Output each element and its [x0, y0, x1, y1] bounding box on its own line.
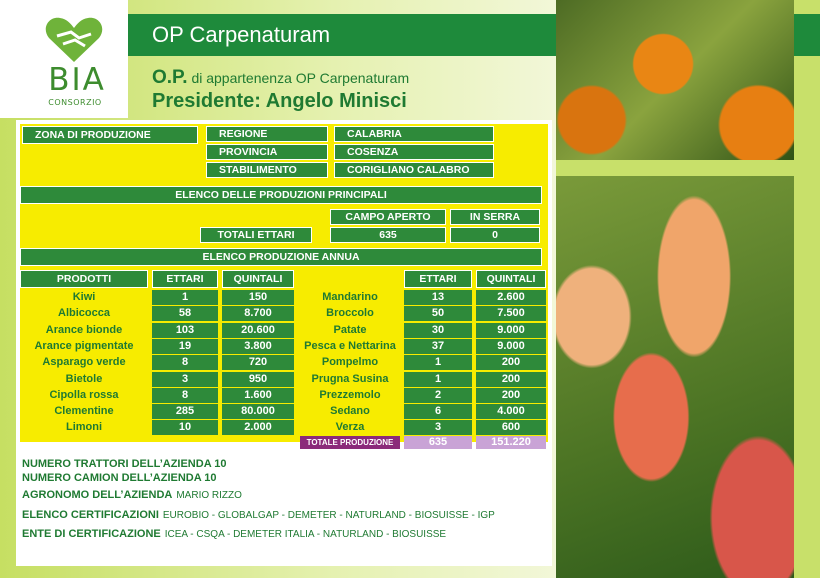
- product-ettari: 1: [404, 372, 472, 387]
- agronomo-label: AGRONOMO DELL’AZIENDA: [22, 489, 173, 501]
- product-quintali: 950: [222, 372, 294, 387]
- product-name: Patate: [300, 323, 400, 338]
- product-ettari: 285: [152, 404, 218, 419]
- product-quintali: 9.000: [476, 323, 546, 338]
- product-quintali: 8.700: [222, 306, 294, 321]
- product-ettari: 19: [152, 339, 218, 354]
- product-quintali: 2.600: [476, 290, 546, 305]
- product-name: Prezzemolo: [300, 388, 400, 403]
- col-prodotti: PRODOTTI: [20, 270, 148, 288]
- product-ettari: 6: [404, 404, 472, 419]
- product-name: Sedano: [300, 404, 400, 419]
- col-ettari-left: ETTARI: [152, 270, 218, 288]
- product-quintali: 200: [476, 388, 546, 403]
- product-ettari: 2: [404, 388, 472, 403]
- regione-label: REGIONE: [206, 126, 328, 142]
- page-title: OP Carpenaturam: [152, 22, 331, 47]
- product-name: Asparago verde: [20, 355, 148, 370]
- annua-title: ELENCO PRODUZIONE ANNUA: [20, 248, 542, 266]
- product-quintali: 720: [222, 355, 294, 370]
- product-name: Arance bionde: [20, 323, 148, 338]
- in-serra-header: IN SERRA: [450, 209, 540, 225]
- stabilimento-value: CORIGLIANO CALABRO: [334, 162, 494, 178]
- product-quintali: 200: [476, 355, 546, 370]
- handshake-heart-icon: [45, 14, 103, 64]
- col-quintali-right: QUINTALI: [476, 270, 546, 288]
- product-name: Limoni: [20, 420, 148, 435]
- product-name: Arance pigmentate: [20, 339, 148, 354]
- product-name: Cipolla rossa: [20, 388, 148, 403]
- product-quintali: 7.500: [476, 306, 546, 321]
- product-quintali: 1.600: [222, 388, 294, 403]
- product-name: Clementine: [20, 404, 148, 419]
- trattori-info: NUMERO TRATTORI DELL’AZIENDA 10: [22, 458, 227, 470]
- agronomo-value: MARIO RIZZO: [176, 490, 242, 501]
- totali-ettari-label: TOTALI ETTARI: [200, 227, 312, 243]
- product-name: Pompelmo: [300, 355, 400, 370]
- certificazioni-info: [22, 509, 495, 521]
- product-ettari: 50: [404, 306, 472, 321]
- principali-title: ELENCO DELLE PRODUZIONI PRINCIPALI: [20, 186, 542, 204]
- product-quintali: 20.600: [222, 323, 294, 338]
- totale-quintali: 151.220: [476, 436, 546, 449]
- product-ettari: 3: [152, 372, 218, 387]
- product-quintali: 4.000: [476, 404, 546, 419]
- president: Presidente: Angelo Minisci: [152, 90, 407, 112]
- ente-label: ENTE DI CERTIFICAZIONE: [22, 528, 161, 540]
- product-name: Pesca e Nettarina: [300, 339, 400, 354]
- product-ettari: 1: [404, 355, 472, 370]
- col-quintali-left: QUINTALI: [222, 270, 294, 288]
- product-ettari: 3: [404, 420, 472, 435]
- product-quintali: 150: [222, 290, 294, 305]
- logo-text: BIA: [48, 62, 106, 98]
- op-membership: [152, 67, 409, 89]
- provincia-label: PROVINCIA: [206, 144, 328, 160]
- campo-aperto-value: 635: [330, 227, 446, 243]
- product-name: Broccolo: [300, 306, 400, 321]
- op-text: di appartenenza OP Carpenaturam: [187, 70, 410, 86]
- product-quintali: 80.000: [222, 404, 294, 419]
- provincia-value: COSENZA: [334, 144, 494, 160]
- cert-value: EUROBIO - GLOBALGAP - DEMETER - NATURLAND - BIOSUISSE - IGP: [162, 510, 495, 521]
- product-name: Bietole: [20, 372, 148, 387]
- product-quintali: 3.800: [222, 339, 294, 354]
- product-ettari: 13: [404, 290, 472, 305]
- logo-subtitle: CONSORZIO: [48, 98, 102, 107]
- product-ettari: 10: [152, 420, 218, 435]
- product-name: Albicocca: [20, 306, 148, 321]
- totale-label: TOTALE PRODUZIONE: [300, 436, 400, 449]
- in-serra-value: 0: [450, 227, 540, 243]
- product-quintali: 200: [476, 372, 546, 387]
- product-quintali: 2.000: [222, 420, 294, 435]
- agronomo-info: [22, 489, 242, 501]
- col-ettari-right: ETTARI: [404, 270, 472, 288]
- product-name: Mandarino: [300, 290, 400, 305]
- oranges-photo: [556, 0, 794, 160]
- logo: [0, 0, 128, 118]
- product-name: Kiwi: [20, 290, 148, 305]
- peaches-photo: [556, 176, 794, 578]
- ente-value: ICEA - CSQA - DEMETER ITALIA - NATURLAND - BIOSUISSE: [164, 529, 447, 540]
- product-ettari: 8: [152, 355, 218, 370]
- ente-info: [22, 528, 446, 540]
- product-ettari: 1: [152, 290, 218, 305]
- title-bar-end: [794, 14, 820, 56]
- stabilimento-label: STABILIMENTO: [206, 162, 328, 178]
- regione-value: CALABRIA: [334, 126, 494, 142]
- product-ettari: 37: [404, 339, 472, 354]
- product-quintali: 9.000: [476, 339, 546, 354]
- zona-label: ZONA DI PRODUZIONE: [22, 126, 198, 144]
- product-name: Verza: [300, 420, 400, 435]
- product-ettari: 103: [152, 323, 218, 338]
- product-quintali: 600: [476, 420, 546, 435]
- campo-aperto-header: CAMPO APERTO: [330, 209, 446, 225]
- product-ettari: 58: [152, 306, 218, 321]
- op-prefix: O.P.: [152, 67, 188, 88]
- totale-ettari: 635: [404, 436, 472, 449]
- title-bar: [128, 14, 556, 56]
- camion-info: NUMERO CAMION DELL’AZIENDA 10: [22, 472, 217, 484]
- product-name: Prugna Susina: [300, 372, 400, 387]
- product-ettari: 30: [404, 323, 472, 338]
- cert-label: ELENCO CERTIFICAZIONI: [22, 509, 159, 521]
- product-ettari: 8: [152, 388, 218, 403]
